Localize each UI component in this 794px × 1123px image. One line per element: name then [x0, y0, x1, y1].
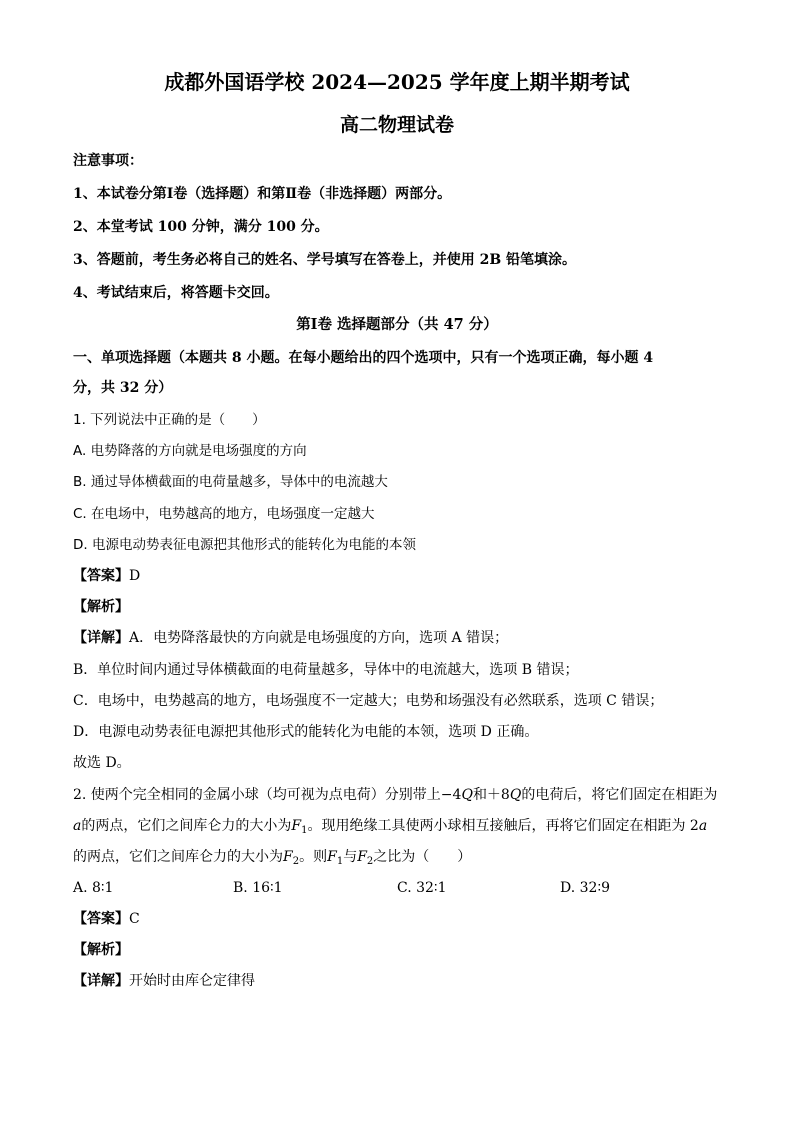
question-1-stem: 1. 下列说法中正确的是（ ） [73, 412, 266, 428]
question-1-option-c: C. 在电场中，电势越高的地方，电场强度一定越大 [73, 506, 375, 522]
force-symbol: F [357, 849, 367, 865]
notice-heading: 注意事项： [73, 153, 143, 169]
question-2-detail [73, 971, 255, 991]
stem-text: 的电荷后，将它们固定在相距为 [521, 787, 718, 803]
stem-text: 2. 使两个完全相同的金属小球（均可视为点电荷）分别带上−4 [73, 787, 462, 803]
stem-text: 。现用绝缘工具使两小球相互接触后，再将它们固定在相距为 2 [307, 818, 699, 834]
exam-title: 成都外国语学校 2024—2025 学年度上期半期考试 [164, 70, 630, 94]
detail-line: 开始时由库仑定律得 [129, 973, 255, 989]
charge-symbol: Q [509, 787, 522, 803]
question-1-analysis-label: 【解析】 [73, 599, 129, 615]
distance-symbol: a [698, 818, 708, 834]
question-2-answer [73, 909, 140, 929]
stem-text: 与 [343, 849, 358, 865]
answer-label: 【答案】 [73, 568, 129, 584]
subscript: 1 [336, 856, 344, 867]
part-title-cont: 分，共 32 分） [73, 380, 173, 396]
answer-value: D [129, 568, 141, 584]
subscript: 1 [301, 825, 308, 836]
force-symbol: F [283, 849, 293, 865]
question-2-analysis-label: 【解析】 [73, 942, 129, 958]
question-2-stem-line2 [73, 816, 707, 841]
stem-text: 之比为（ ） [373, 849, 472, 865]
detail-line: B．单位时间内通过导体横截面的电荷量越多，导体中的电流越大，选项 B 错误； [73, 662, 579, 678]
question-1-option-d: D. 电源电动势表征电源把其他形式的能转化为电能的本领 [73, 537, 416, 553]
question-1-option-b: B. 通过导体横截面的电荷量越多，导体中的电流越大 [73, 474, 388, 490]
distance-symbol: a [73, 818, 82, 834]
question-2-stem-line1 [73, 785, 717, 805]
question-1-option-a: A. 电势降落的方向就是电场强度的方向 [73, 443, 307, 459]
question-2-option-c: C. 32∶1 [397, 880, 447, 896]
detail-line: D．电源电动势表征电源把其他形式的能转化为电能的本领，选项 D 正确。 [73, 724, 539, 740]
part-title: 一、单项选择题（本题共 8 小题。在每小题给出的四个选项中，只有一个选项正确，每小题 4 [73, 350, 654, 366]
question-2-option-b: B. 16∶1 [233, 880, 283, 896]
force-symbol: F [291, 818, 302, 834]
notice-item: 1、本试卷分第Ⅰ卷（选择题）和第Ⅱ卷（非选择题）两部分。 [73, 186, 452, 202]
detail-label: 【详解】 [73, 973, 129, 989]
stem-text: 和＋8 [472, 787, 510, 803]
detail-line: C．电场中，电势越高的地方，电场强度不一定越大；电势和场强没有必然联系，选项 C 错误； [73, 693, 664, 709]
stem-text: 。则 [299, 849, 328, 865]
exam-subtitle: 高二物理试卷 [339, 114, 454, 136]
question-2-option-d: D. 32∶9 [560, 880, 610, 896]
answer-label: 【答案】 [73, 911, 129, 927]
detail-label: 【详解】 [73, 630, 129, 646]
stem-text: 的两点，它们之间库仑力的大小为 [73, 849, 283, 865]
detail-line: A．电势降落最快的方向就是电场强度的方向，选项 A 错误； [129, 630, 509, 646]
question-1-detail [73, 628, 508, 648]
answer-value: C [129, 911, 140, 927]
question-2-option-a: A. 8∶1 [73, 880, 114, 896]
notice-item: 2、本堂考试 100 分钟，满分 100 分。 [73, 219, 329, 235]
question-2-stem-line3 [73, 847, 471, 872]
section-heading: 第Ⅰ卷 选择题部分（共 47 分） [296, 316, 498, 333]
notice-item: 3、答题前，考生务必将自己的姓名、学号填写在答卷上，并使用 2B 铅笔填涂。 [73, 252, 577, 268]
force-symbol: F [327, 849, 337, 865]
notice-item: 4、考试结束后，将答题卡交回。 [73, 285, 279, 301]
stem-text: 的两点，它们之间库仑力的大小为 [81, 818, 292, 834]
subscript: 2 [366, 856, 374, 867]
detail-conclusion: 故选 D。 [73, 755, 131, 771]
subscript: 2 [292, 856, 300, 867]
charge-symbol: Q [461, 787, 473, 803]
question-1-answer [73, 566, 140, 586]
